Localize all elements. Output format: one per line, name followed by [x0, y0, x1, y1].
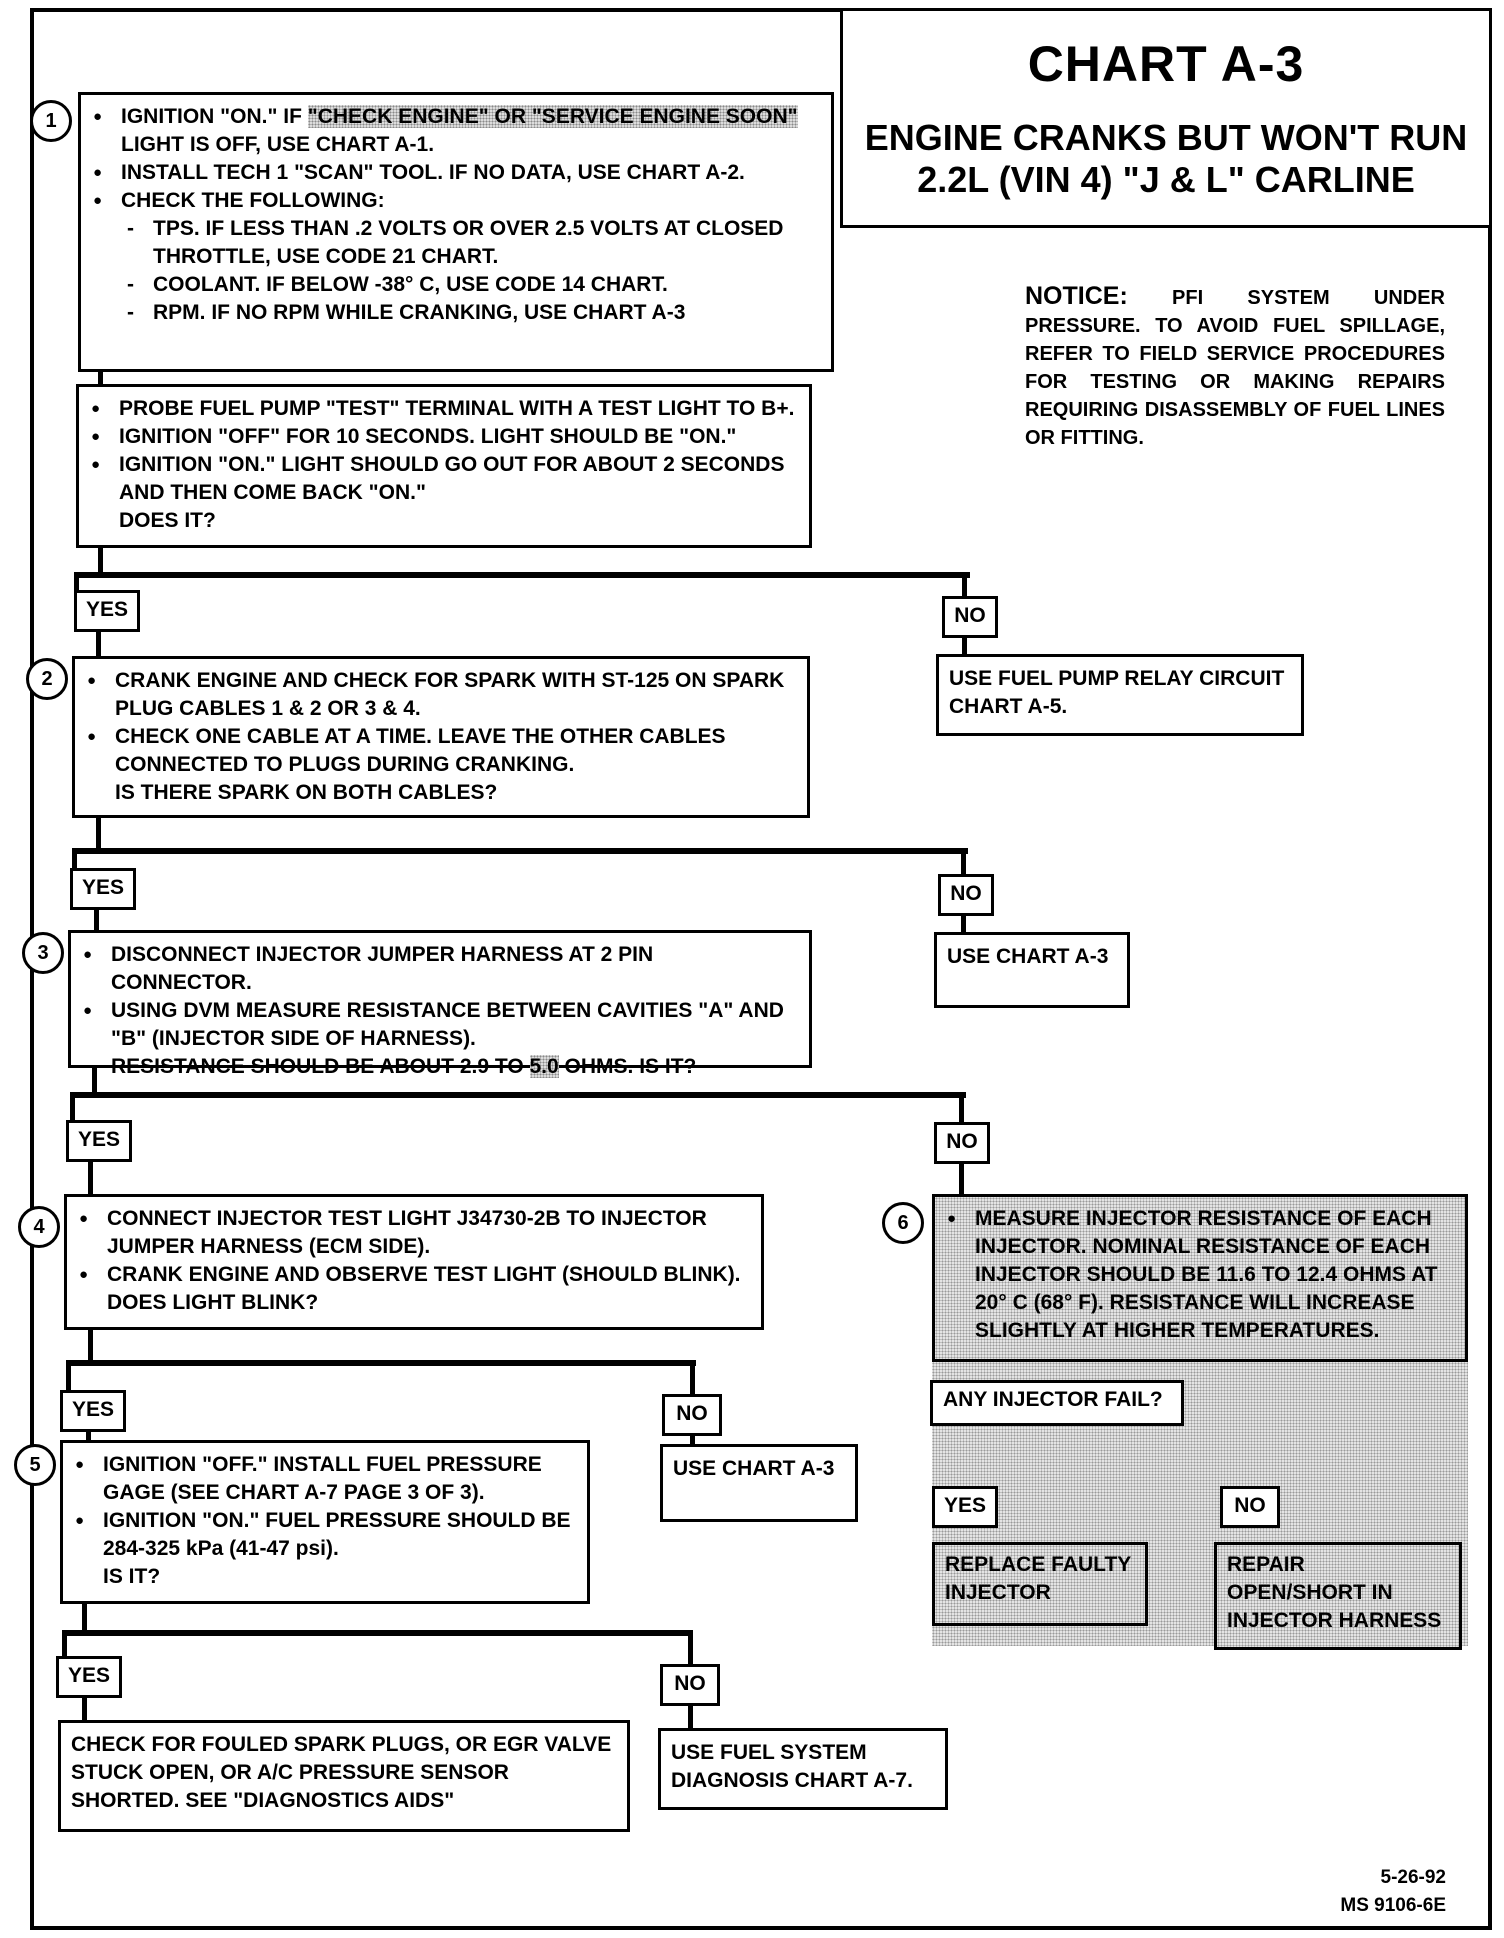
connector-line	[959, 1160, 964, 1196]
connector-line	[82, 1696, 87, 1722]
footer-date: 5-26-92	[1380, 1867, 1446, 1888]
footer-code: MS 9106-6E	[1340, 1895, 1446, 1916]
notice	[1025, 282, 1445, 452]
step-2-box	[72, 656, 810, 818]
no-label: NO	[660, 1664, 720, 1706]
step-number-6: 6	[882, 1202, 924, 1244]
step-3-question	[81, 1053, 799, 1081]
connector-line	[70, 1092, 966, 1098]
step-6-item: ● MEASURE INJECTOR RESISTANCE OF EACH INJECTOR. NOMINAL RESISTANCE OF EACH INJECTOR SHOULD BE 11.6 TO 12.4 OHMS AT 20° C (68° F). RESISTANCE WILL INCREASE SLIGHTLY AT HIGHER TEMPERATURES.	[945, 1205, 1455, 1345]
step-2-item: ● CHECK ONE CABLE AT A TIME. LEAVE THE OTHER CABLES CONNECTED TO PLUGS DURING CRANKING.	[85, 723, 797, 779]
no-label: NO	[934, 1122, 990, 1164]
notice-text: PFI SYSTEM UNDER PRESSURE. TO AVOID FUEL SPILLAGE, REFER TO FIELD SERVICE PROCEDURES FOR TESTING OR MAKING REPAIRS REQUIRING DISASSEMBLY OF FUEL LINES OR FITTING.	[1025, 287, 1445, 449]
yes-label: YES	[74, 590, 140, 632]
step-4-box	[64, 1194, 764, 1330]
yes-label: YES	[932, 1486, 998, 1528]
step-number-2: 2	[26, 658, 68, 700]
yes-label: YES	[70, 868, 136, 910]
step-number-1: 1	[30, 100, 72, 142]
step-3-text: OHMS. IS IT?	[558, 1055, 697, 1078]
connector-line	[88, 1160, 93, 1196]
step-number-4: 4	[18, 1206, 60, 1248]
connector-line	[66, 1360, 71, 1390]
no-label: NO	[662, 1394, 722, 1436]
step-1-subitem: - TPS. IF LESS THAN .2 VOLTS OR OVER 2.5 VOLTS AT CLOSED THROTTLE, USE CODE 21 CHART.	[91, 215, 821, 271]
probe-box	[76, 384, 812, 548]
step-3-box	[68, 930, 812, 1078]
step-4-item: ● CONNECT INJECTOR TEST LIGHT J34730-2B TO INJECTOR JUMPER HARNESS (ECM SIDE).	[77, 1205, 751, 1261]
step-1-box	[78, 92, 834, 372]
no-label: NO	[938, 874, 994, 916]
step-5-box	[60, 1440, 590, 1604]
step-5-question: IS IT?	[103, 1565, 161, 1588]
step-3-text: RESISTANCE SHOULD BE ABOUT 2.9 TO	[111, 1055, 530, 1078]
connector-line	[961, 848, 966, 876]
outcome-use-chart-a3: USE CHART A-3	[934, 932, 1130, 1008]
connector-line	[82, 1600, 87, 1634]
connector-line	[74, 572, 970, 578]
chart-subtitle	[843, 117, 1489, 201]
step-6-question: ANY INJECTOR FAIL?	[930, 1380, 1184, 1426]
step-5-item: ● IGNITION "OFF." INSTALL FUEL PRESSURE GAGE (SEE CHART A-7 PAGE 3 OF 3).	[73, 1451, 577, 1507]
step-2-item: ● CRANK ENGINE AND CHECK FOR SPARK WITH ST-125 ON SPARK PLUG CABLES 1 & 2 OR 3 & 4.	[85, 667, 797, 723]
notice-heading: NOTICE:	[1025, 282, 1128, 310]
step-3-item: ● DISCONNECT INJECTOR JUMPER HARNESS AT 2 PIN CONNECTOR.	[81, 941, 799, 997]
probe-item: ● PROBE FUEL PUMP "TEST" TERMINAL WITH A TEST LIGHT TO B+.	[89, 395, 799, 423]
outcome-repair-harness: REPAIR OPEN/SHORT IN INJECTOR HARNESS	[1214, 1542, 1462, 1650]
step-1-item	[91, 103, 821, 159]
step-1-item: ● INSTALL TECH 1 "SCAN" TOOL. IF NO DATA, USE CHART A-2.	[91, 159, 821, 187]
connector-line	[74, 572, 79, 592]
connector-line	[72, 848, 968, 854]
outcome-fouled-plugs: CHECK FOR FOULED SPARK PLUGS, OR EGR VALVE STUCK OPEN, OR A/C PRESSURE SENSOR SHORTED. SEE "DIAGNOSTICS AIDS"	[58, 1720, 630, 1832]
connector-line	[688, 1630, 693, 1666]
probe-item: ● IGNITION "ON." LIGHT SHOULD GO OUT FOR ABOUT 2 SECONDS AND THEN COME BACK "ON."	[89, 451, 799, 507]
step-2-question: IS THERE SPARK ON BOTH CABLES?	[115, 781, 498, 804]
probe-item: ● IGNITION "OFF" FOR 10 SECONDS. LIGHT SHOULD BE "ON."	[89, 423, 799, 451]
footer	[1340, 1864, 1446, 1920]
outcome-replace-injector: REPLACE FAULTY INJECTOR	[932, 1542, 1148, 1626]
highlighted-text: "CHECK ENGINE" OR "SERVICE ENGINE SOON"	[307, 105, 798, 128]
step-4-item: ● CRANK ENGINE AND OBSERVE TEST LIGHT (SHOULD BLINK).	[77, 1261, 751, 1289]
connector-line	[962, 636, 967, 656]
step-5-item: ● IGNITION "ON." FUEL PRESSURE SHOULD BE 284-325 kPa (41-47 psi).	[73, 1507, 577, 1563]
yes-label: YES	[56, 1656, 122, 1698]
yes-label: YES	[60, 1390, 126, 1432]
highlighted-text: 5.0	[529, 1055, 559, 1078]
step-1-text: LIGHT IS OFF, USE CHART A-1.	[121, 133, 435, 156]
no-label: NO	[942, 596, 998, 638]
step-1-subitem: - RPM. IF NO RPM WHILE CRANKING, USE CHART A-3	[91, 299, 821, 327]
step-3-item: ● USING DVM MEASURE RESISTANCE BETWEEN CAVITIES "A" AND "B" (INJECTOR SIDE OF HARNESS).	[81, 997, 799, 1053]
yes-label: YES	[66, 1120, 132, 1162]
connector-line	[66, 1360, 696, 1366]
connector-line	[688, 1702, 693, 1730]
step-6-box	[932, 1194, 1468, 1362]
connector-line	[98, 545, 103, 575]
outcome-fuel-pump-relay: USE FUEL PUMP RELAY CIRCUIT CHART A-5.	[936, 654, 1304, 736]
step-1-text: IGNITION "ON." IF	[121, 105, 308, 128]
connector-line	[96, 816, 101, 850]
step-number-5: 5	[14, 1444, 56, 1486]
chart-subtitle-line1: ENGINE CRANKS BUT WON'T RUN	[864, 117, 1468, 158]
step-4-question: DOES LIGHT BLINK?	[107, 1291, 319, 1314]
connector-line	[959, 1092, 964, 1122]
connector-line	[88, 1328, 93, 1362]
connector-line	[690, 1360, 695, 1394]
step-number-3: 3	[22, 932, 64, 974]
outcome-fuel-system: USE FUEL SYSTEM DIAGNOSIS CHART A-7.	[658, 1728, 948, 1810]
no-label: NO	[1220, 1486, 1280, 1528]
connector-line	[62, 1630, 692, 1636]
title-block	[840, 8, 1492, 228]
outcome-use-chart-a3-b: USE CHART A-3	[660, 1444, 858, 1522]
step-1-item: ● CHECK THE FOLLOWING:	[91, 187, 821, 215]
step-1-subitem: - COOLANT. IF BELOW -38° C, USE CODE 14 CHART.	[91, 271, 821, 299]
probe-question: DOES IT?	[119, 509, 216, 532]
chart-subtitle-line2: 2.2L (VIN 4) "J & L" CARLINE	[917, 159, 1415, 200]
chart-title: CHART A-3	[1027, 36, 1305, 92]
